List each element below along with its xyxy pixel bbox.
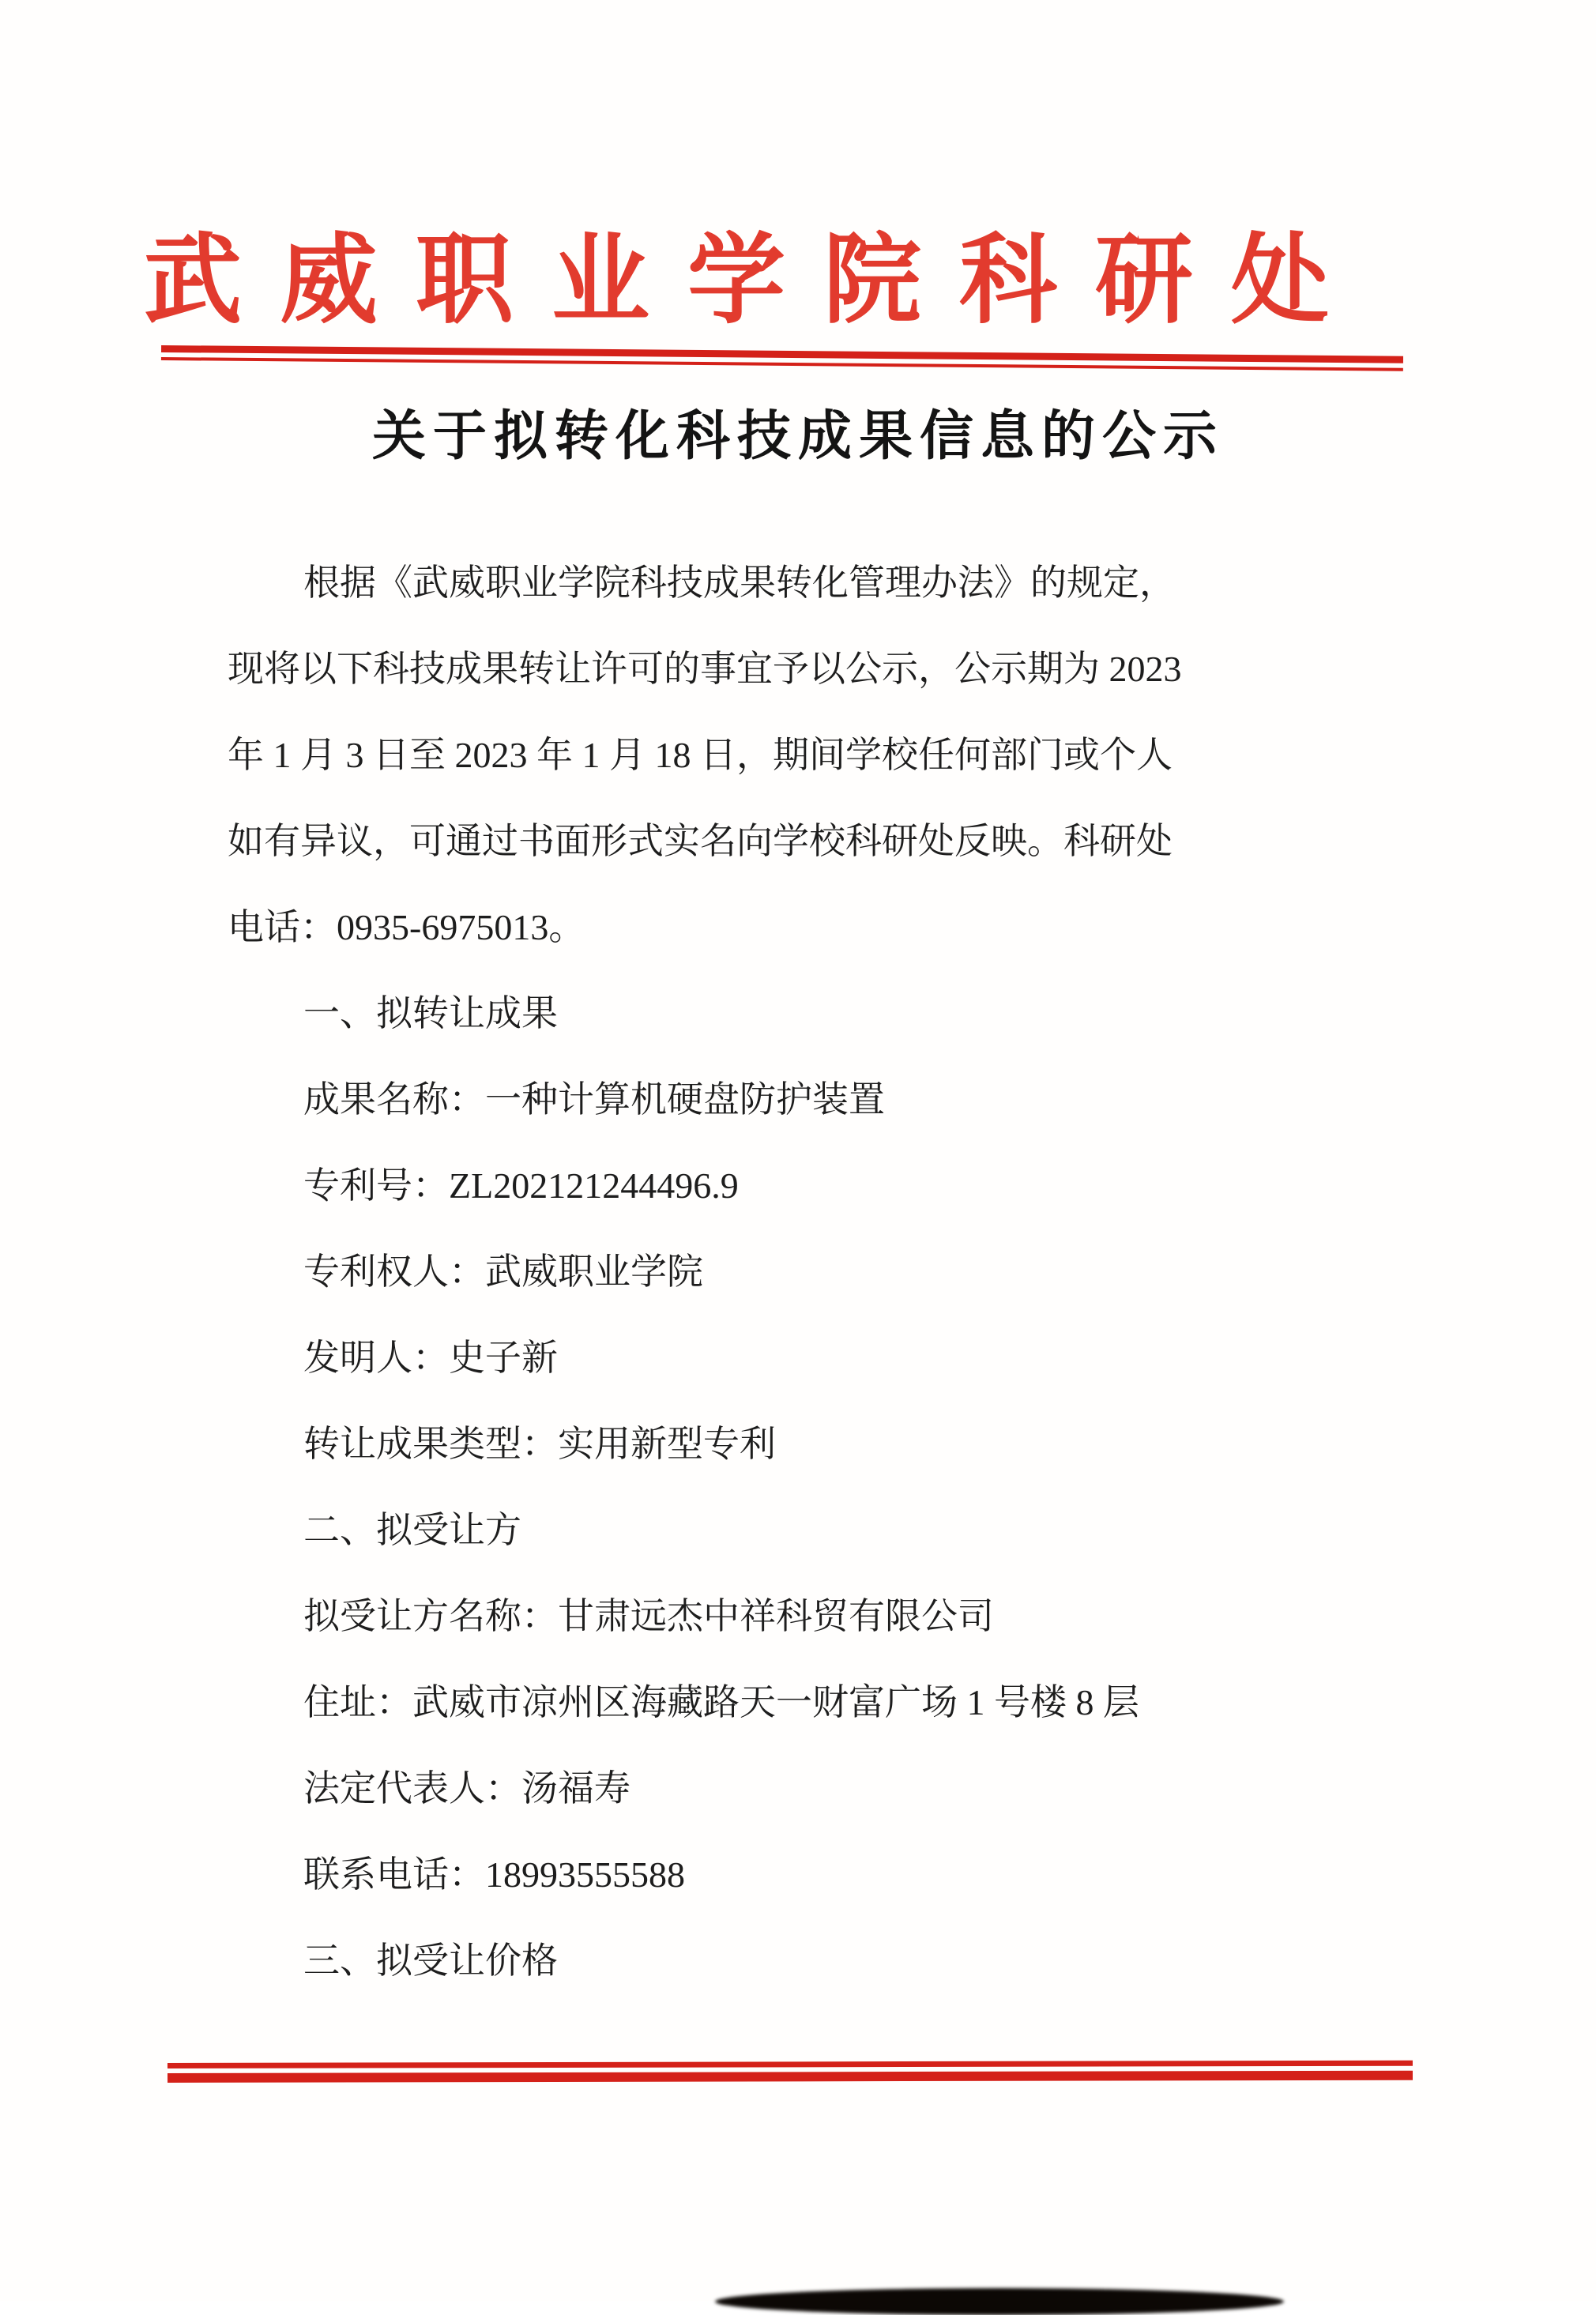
letterhead-double-rule (161, 345, 1403, 371)
footer-rule-thick-line (168, 2071, 1413, 2083)
body-line: 转让成果类型：实用新型专利 (303, 1424, 776, 1464)
body-line: 成果名称：一种计算机硬盘防护装置 (303, 1079, 885, 1120)
footer-double-rule (168, 2061, 1413, 2083)
body-line: 电话：0935-6975013。 (228, 907, 585, 947)
body-line: 法定代表人：汤福寿 (303, 1768, 630, 1809)
body-line: 二、拟受让方 (303, 1510, 521, 1550)
body-line: 拟受让方名称：甘肃远杰中祥科贸有限公司 (303, 1596, 994, 1636)
body-line: 住址：武威市凉州区海藏路天一财富广场 1 号楼 8 层 (303, 1682, 1139, 1722)
scanner-shadow-artifact (715, 2288, 1284, 2315)
body-line: 根据《武威职业学院科技成果转化管理办法》的规定， (303, 563, 1176, 603)
body-line: 联系电话：18993555588 (303, 1854, 685, 1895)
body-line: 三、拟受让价格 (303, 1940, 558, 1981)
body-line: 一、拟转让成果 (303, 993, 558, 1033)
notice-body (228, 540, 1413, 2004)
body-line: 现将以下科技成果转让许可的事宜予以公示，公示期为 2023 (228, 649, 1182, 689)
letterhead-org-name: 武威职业学院科研处 (144, 227, 1368, 335)
notice-title: 关于拟转化科技成果信息的公示 (371, 406, 1224, 466)
body-line: 如有异议，可通过书面形式实名向学校科研处反映。科研处 (228, 821, 1173, 861)
body-line: 年 1 月 3 日至 2023 年 1 月 18 日，期间学校任何部门或个人 (228, 735, 1173, 775)
body-line: 专利号：ZL202121244496.9 (303, 1165, 739, 1206)
body-line: 发明人：史子新 (303, 1338, 558, 1378)
body-line: 专利权人：武威职业学院 (303, 1252, 703, 1292)
